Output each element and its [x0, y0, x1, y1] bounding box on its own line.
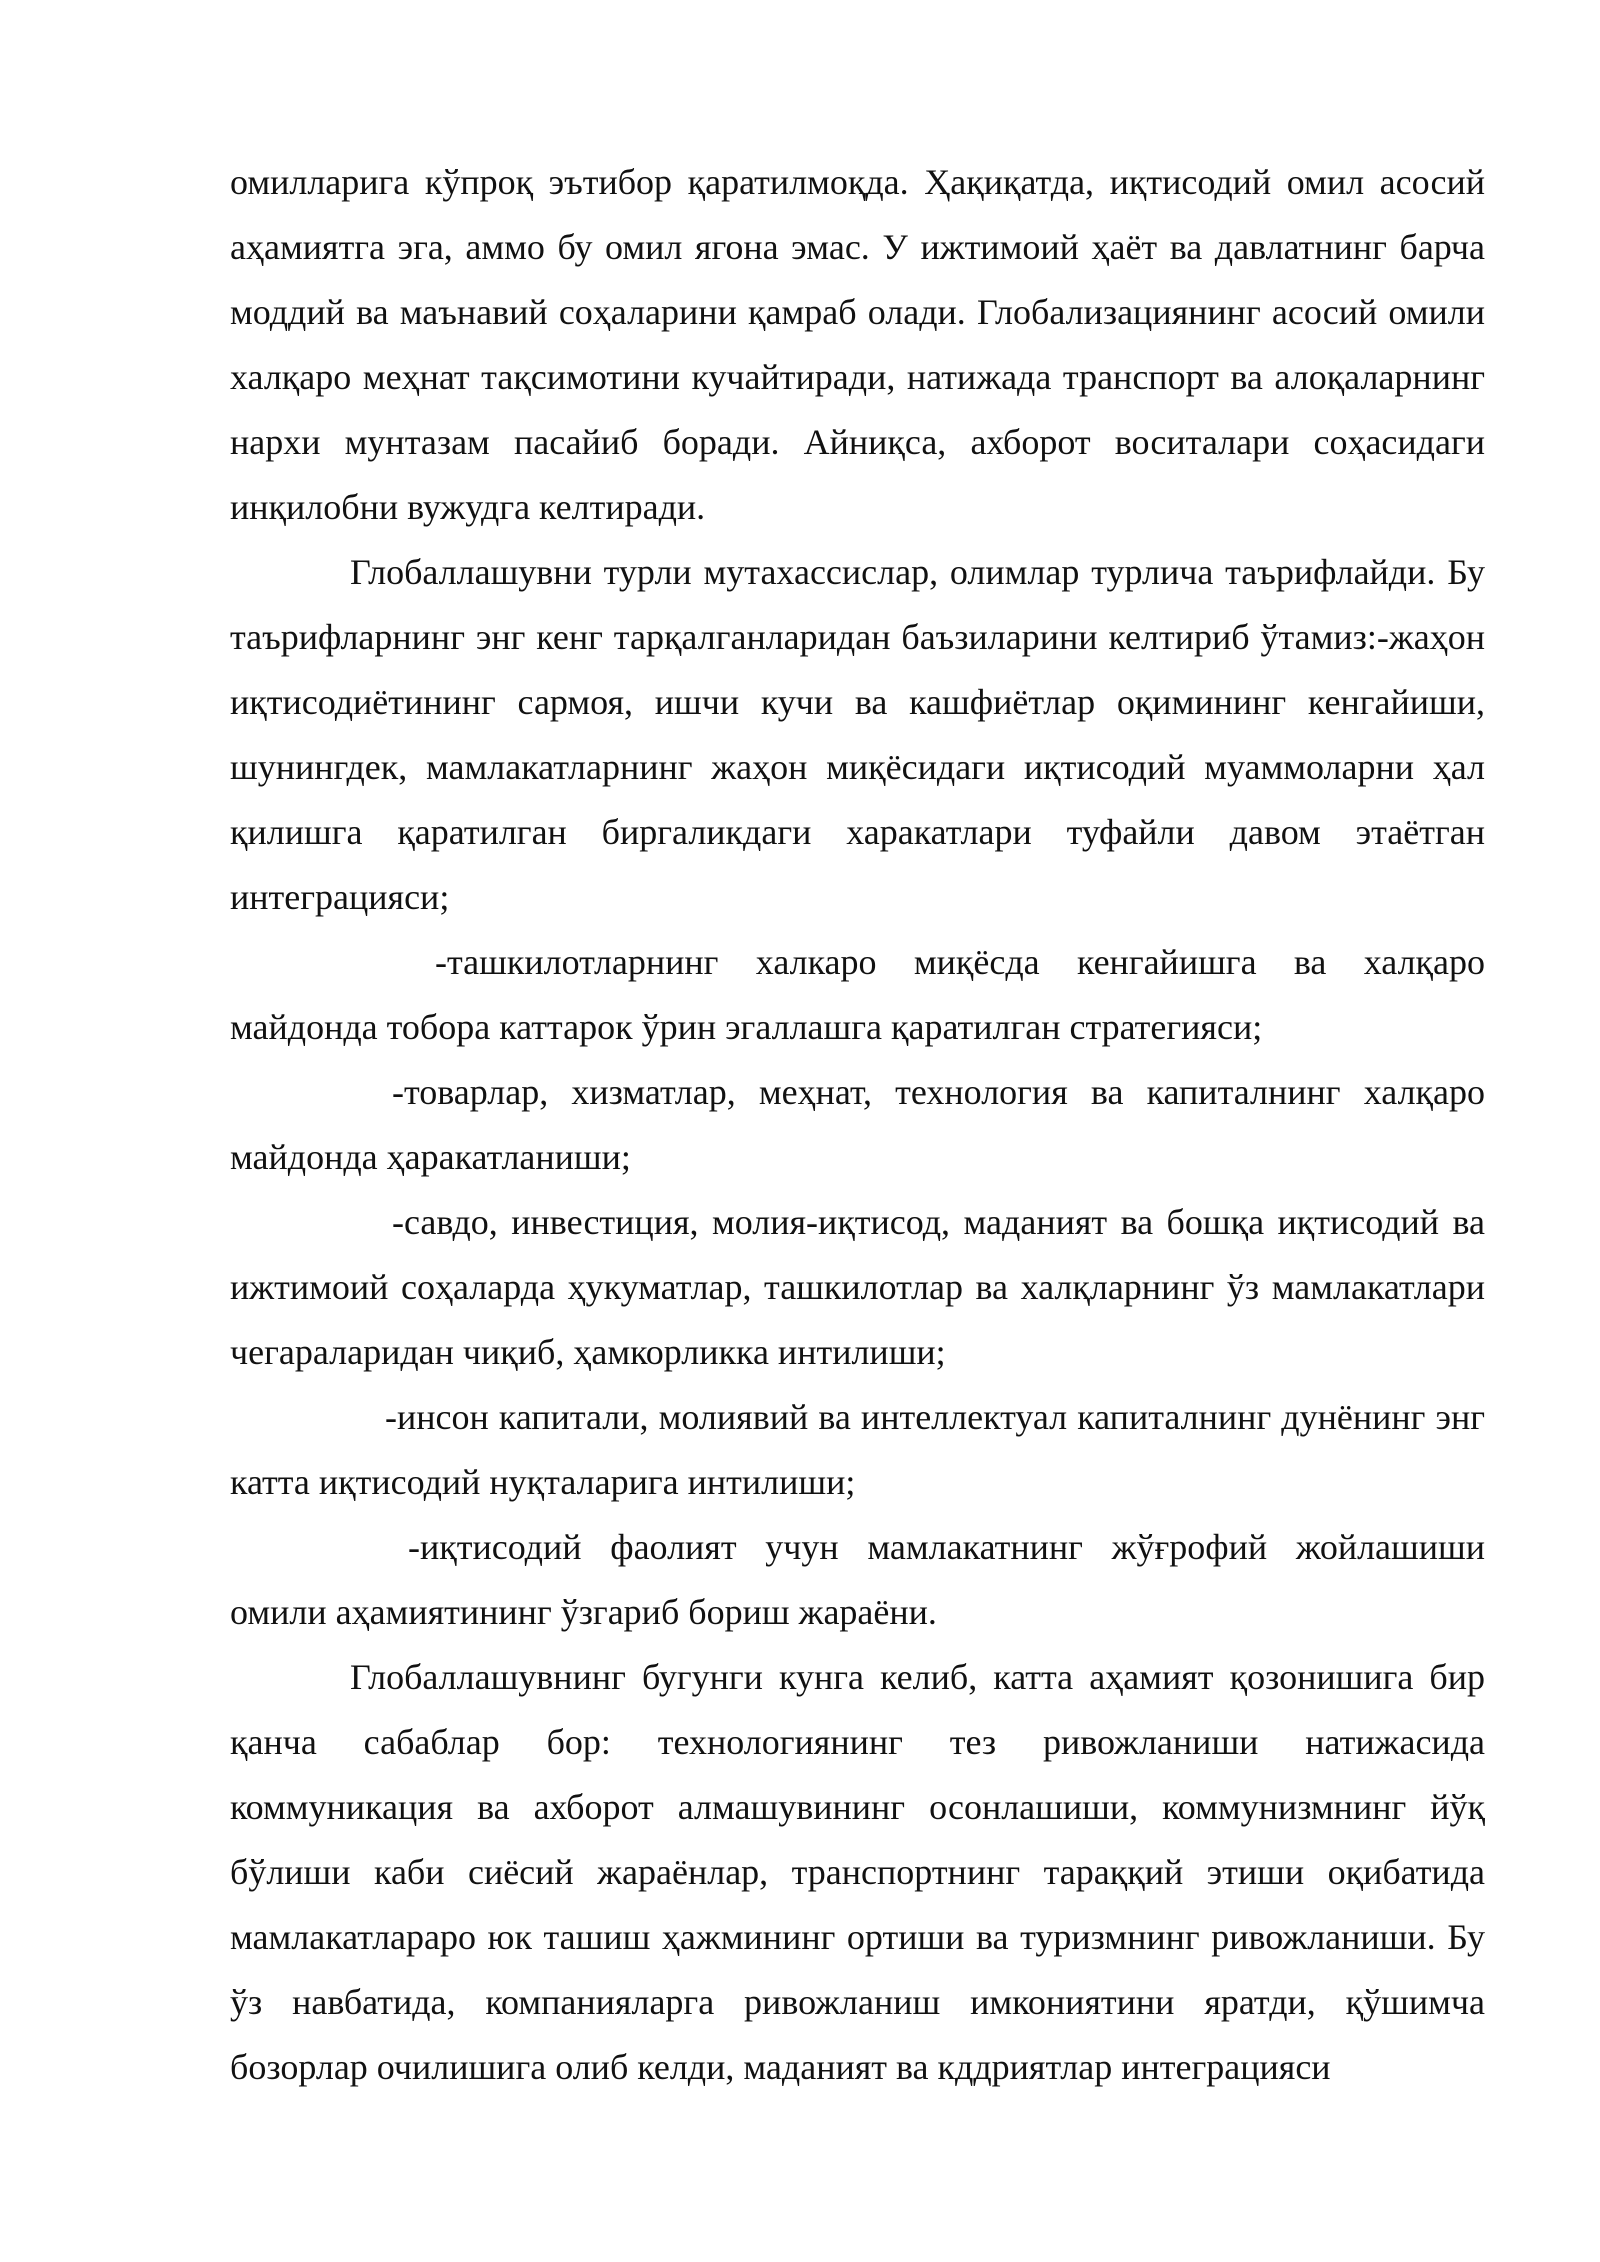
paragraph-3: Глобаллашувнинг бугунги кунга келиб, катта аҳамият қозонишига бир қанча сабаблар бор: технологиянинг тез ривожланиши натижасида коммуникация ва ахборот алмашувининг осонлашиши, коммунизмнинг йўқ бўлиши каби сиёсий жараёнлар, транспортнинг тараққий этиши оқибатида мамлакатлараро юк ташиш ҳажмининг ортиши ва туризмнинг ривожланиши. Бу ўз навбатида, компанияларга ривожланиш имкониятини яратди, қўшимча бозорлар очилишига олиб келди, маданият ва кддриятлар интеграцияси [230, 1657, 1485, 2087]
document-body [230, 150, 1485, 2100]
list-item-2: -товарлар, хизматлар, меҳнат, технология ва капиталнинг халқаро майдонда ҳаракатланиши; [230, 1072, 1485, 1177]
list-item-5: -иқтисодий фаолият учун мамлакатнинг жўғрофий жойлашиши омили аҳамиятининг ўзгариб бориш жараёни. [230, 1527, 1485, 1632]
list-item-3: -савдо, инвестиция, молия-иқтисод, маданият ва бошқа иқтисодий ва ижтимоий соҳаларда ҳукуматлар, ташкилотлар ва халқларнинг ўз мамлакатлари чегараларидан чиқиб, ҳамкорликка интилиши; [230, 1202, 1485, 1372]
list-item-1: -ташкилотларнинг халкаро миқёсда кенгайишга ва халқаро майдонда тобора каттарок ўрин эгаллашга қаратилган стратегияси; [230, 942, 1485, 1047]
paragraph-1: омилларига кўпроқ эътибор қаратилмоқда. Ҳақиқатда, иқтисодий омил асосий аҳамиятга эга, аммо бу омил ягона эмас. У ижтимоий ҳаёт ва давлатнинг барча моддий ва маънавий соҳаларини қамраб олади. Глобализациянинг асосий омили халқаро меҳнат тақсимотини кучайтиради, натижада транспорт ва алоқаларнинг нархи мунтазам пасайиб боради. Айниқса, ахборот воситалари соҳасидаги инқилобни вужудга келтиради. [230, 162, 1485, 527]
list-item-4: -инсон капитали, молиявий ва интеллектуал капиталнинг дунёнинг энг катта иқтисодий нуқталарига интилиши; [230, 1397, 1485, 1502]
paragraph-2: Глобаллашувни турли мутахассислар, олимлар турлича таърифлайди. Бу таърифларнинг энг кенг тарқалганларидан баъзиларини келтириб ўтамиз:-жаҳон иқтисодиётининг сармоя, ишчи кучи ва кашфиётлар оқимининг кенгайиши, шунингдек, мамлакатларнинг жаҳон миқёсидаги иқтисодий муаммоларни ҳал қилишга қаратилган биргаликдаги харакатлари туфайли давом этаётган интеграцияси; [230, 552, 1485, 917]
